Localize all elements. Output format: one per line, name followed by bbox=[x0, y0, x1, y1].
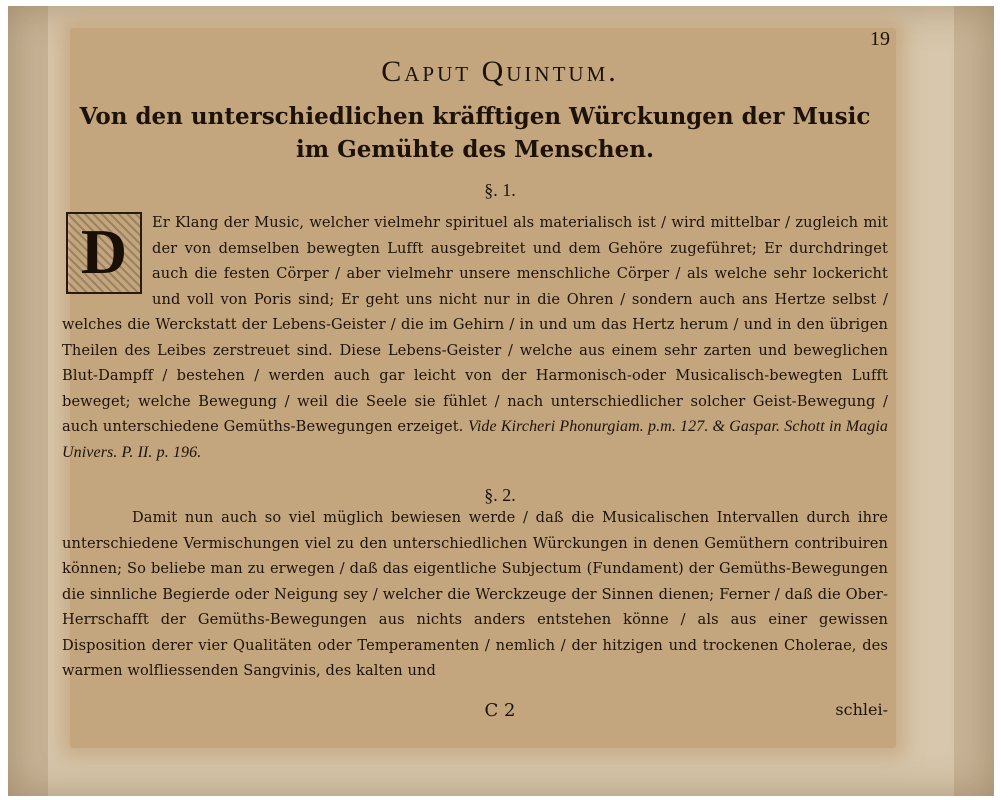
section-2-paragraph bbox=[62, 505, 888, 684]
drop-cap: D bbox=[66, 212, 142, 294]
signature-mark: C 2 bbox=[484, 700, 516, 721]
section-1-text: Er Klang der Music, welcher vielmehr spirituel als materialisch ist / wird mittelbar / zugleich mit der von demselben bewegten Lufft ausgebreitet und dem Gehöre zugeführet; Er durchdringet auch die festen Cörper / aber vielmehr unsere menschliche Cörper / als welche sehr lockericht und voll von Poris sind; Er geht uns nicht nur in die Ohren / sondern auch ans Hertze selbst / welches die Werckstatt der Lebens-Geister / die im Gehirn / in und um das Hertz herum / und in den übrigen Theilen des Leibes zerstreuet sind. Diese Lebens-Geister / welche aus einem sehr zarten und beweglichen Blut-Dampff / bestehen / werden auch gar leicht von der Harmonisch-oder Musicalisch-bewegten Lufft beweget; welche Bewegung / weil die Seele sie fühlet / nach unterschiedlicher solcher Geist-Bewegung / auch unterschiedene Gemüths-Bewegungen erzeiget. bbox=[62, 214, 888, 435]
section-1-citation: Vide Kircheri Phonurgiam. p.m. 127. & Gaspar. Schott in Magia Univers. P. II. p. 196. bbox=[62, 418, 888, 461]
section-1-mark: §. 1. bbox=[484, 180, 516, 200]
chapter-title: Caput Quintum. bbox=[381, 55, 619, 88]
section-2-text: Damit nun auch so viel müglich bewiesen werde / daß die Musicalischen Intervallen durch ihre unterschiedene Vermischungen viel zu den unterschiedlichen Würckungen in denen Gemüthern contribuiren können; So beliebe man zu erwegen / daß das eigentliche Subjectum (Fundament) der Gemüths-Bewegungen die sinnliche Begierde oder Neigung sey / welcher die Werckzeuge der Sinnen dienen; Ferner / daß die Ober-Herrschafft der Gemüths-Bewegungen aus nichts anders entstehen könne / als aus einer gewissen Disposition derer vier Qualitäten oder Temperamenten / nemlich / der hitzigen und trockenen Cholerae, des warmen wolfliessenden Sangvinis, des kalten und bbox=[62, 509, 888, 679]
section-2-mark: §. 2. bbox=[484, 485, 516, 505]
page-edge-right bbox=[954, 6, 994, 796]
page-edge-left bbox=[8, 6, 48, 796]
section-1-paragraph bbox=[62, 210, 888, 465]
page-number: 19 bbox=[870, 28, 890, 50]
catchword: schlei- bbox=[835, 700, 888, 719]
chapter-heading: Von den unterschiedlichen kräfftigen Würckungen der Music im Gemühte des Menschen. bbox=[79, 103, 871, 163]
